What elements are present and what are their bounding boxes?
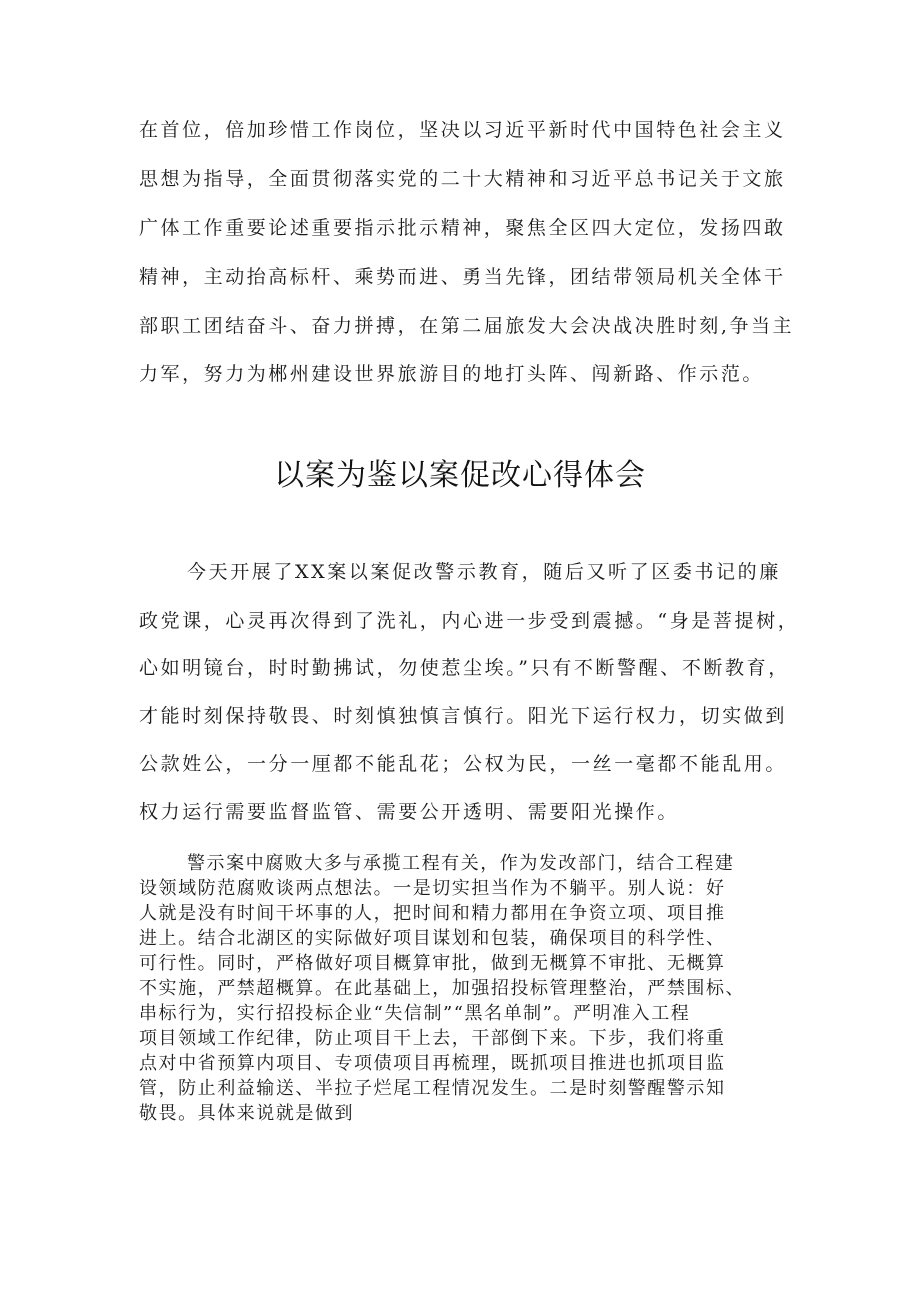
- text-line: 力军，努力为郴州建设世界旅游目的地打头阵、闯新路、作示范。: [139, 363, 764, 385]
- text-line: 管，防止利益输送、半拉子烂尾工程情况发生。二是时刻警醒警示知: [139, 1078, 726, 1099]
- text-line: 精神，主动抬高标杆、乘势而进、勇当先锋，团结带领局机关全体干: [139, 266, 786, 288]
- text-line: 进上。结合北湖区的实际做好项目谋划和包装，确保项目的科学性、: [139, 928, 726, 949]
- text-line: 可行性。同时，严格做好项目概算审批，做到无概算不审批、无概算: [139, 953, 726, 974]
- text-line: 不实施，严禁超概算。在此基础上，加强招投标管理整治，严禁围标、: [139, 978, 746, 999]
- document-title: 以案为鉴以案促改心得体会: [274, 458, 646, 493]
- text-line: 广体工作重要论述重要指示批示精神，聚焦全区四大定位，发扬四敢: [139, 217, 786, 239]
- text-line: 敬畏。具体来说就是做到: [139, 1103, 355, 1124]
- text-line: 串标行为，实行招投标企业“失信制”“黑名单制”。严明准入工程: [139, 1003, 691, 1024]
- text-line: 项目领域工作纪律，防止项目干上去，干部倒下来。下步，我们将重: [139, 1028, 726, 1049]
- text-line: 公款姓公，一分一厘都不能乱花；公权为民，一丝一毫都不能乱用。: [139, 753, 788, 775]
- text-line: 才能时刻保持敬畏、时刻慎独慎言慎行。阳光下运行权力，切实做到: [139, 705, 788, 727]
- text-line: 今天开展了XX案以案促改警示教育，随后又听了区委书记的廉: [187, 561, 781, 583]
- text-line: 警示案中腐败大多与承揽工程有关，作为发改部门，结合工程建: [187, 853, 735, 874]
- text-line: 思想为指导，全面贯彻落实党的二十大精神和习近平总书记关于文旅: [139, 168, 786, 190]
- text-line: 人就是没有时间干坏事的人，把时间和精力都用在争资立项、项目推: [139, 903, 726, 924]
- text-line: 点对中省预算内项目、专项债项目再梳理，既抓项目推进也抓项目监: [139, 1053, 726, 1074]
- text-line: 心如明镜台，时时勤拂试，勿使惹尘埃。”只有不断警醒、不断教育，: [139, 657, 790, 679]
- text-line: 在首位，倍加珍惜工作岗位，坚决以习近平新时代中国特色社会主义: [139, 119, 786, 141]
- text-line: 政党课，心灵再次得到了洗礼，内心进一步受到震撼。“身是菩提树，: [139, 610, 800, 632]
- text-line: 权力运行需要监督监管、需要公开透明、需要阳光操作。: [139, 801, 680, 823]
- text-line: 设领域防范腐败谈两点想法。一是切实担当作为不躺平。别人说：好: [139, 878, 726, 899]
- text-line: 部职工团结奋斗、奋力拼搏，在第二届旅发大会决战决胜时刻,争当主: [139, 315, 795, 337]
